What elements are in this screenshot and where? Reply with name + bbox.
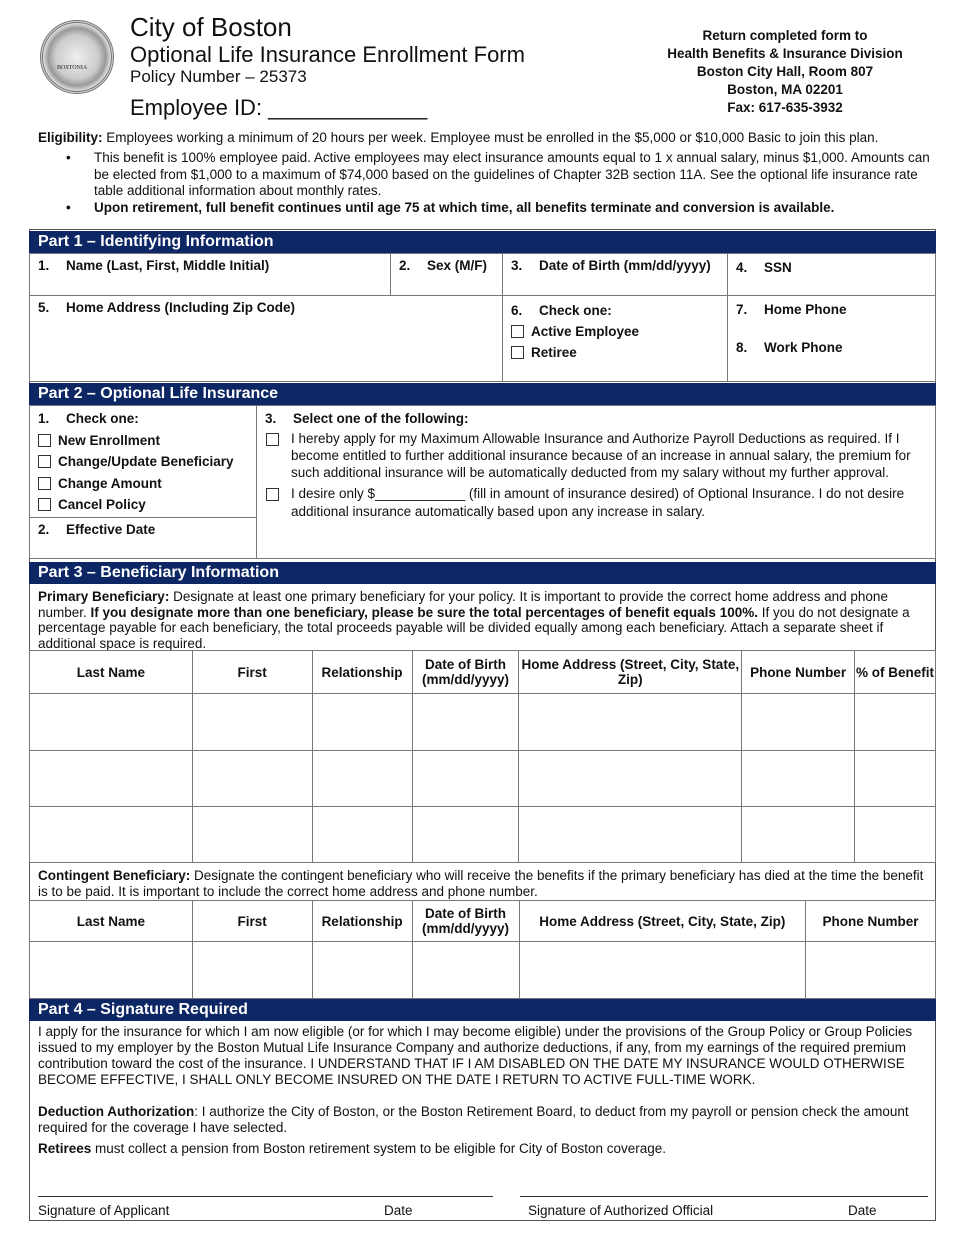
column-header: Phone Number <box>806 901 936 942</box>
change-amount-checkbox[interactable]: Change Amount <box>38 473 248 495</box>
column-header: Last Name <box>30 651 193 694</box>
employment-status-group: 6. Check one: Active Employee Retiree <box>502 295 728 382</box>
table-row[interactable] <box>30 694 936 751</box>
official-signature-line[interactable] <box>520 1196 928 1197</box>
retiree-checkbox[interactable]: Retiree <box>511 342 719 363</box>
return-address <box>640 27 930 117</box>
part4-header: Part 4 – Signature Required <box>29 999 936 1021</box>
column-header: First <box>192 901 312 942</box>
return-line: Fax: 617-635-3932 <box>727 100 843 115</box>
column-header: First <box>192 651 312 694</box>
bullet-text: Upon retirement, full benefit continues until age 75 at which time, all benefits terminate and conversion is available. <box>94 200 835 215</box>
part2-header: Part 2 – Optional Life Insurance <box>29 383 936 405</box>
eligibility-text: Employees working a minimum of 20 hours per week. Employee must be enrolled in the $5,000 or $10,000 Basic to join this plan. <box>102 130 879 145</box>
applicant-signature-label: Signature of Applicant <box>38 1203 170 1218</box>
table-row[interactable] <box>30 807 936 863</box>
ssn-field[interactable]: 4. SSN <box>727 253 936 296</box>
official-date-label: Date <box>848 1203 877 1218</box>
column-header: Date of Birth (mm/dd/yyyy) <box>412 901 519 942</box>
name-field[interactable]: 1. Name (Last, First, Middle Initial) <box>29 253 391 296</box>
active-employee-checkbox[interactable]: Active Employee <box>511 321 719 342</box>
column-header: Phone Number <box>742 651 855 694</box>
primary-beneficiary-instructions: Primary Beneficiary: Designate at least one primary beneficiary for your policy. It is important to provide the correct home address and phone number. If you designate more than one beneficiary, please be sure the total percentages of benefit equals 100%. If you do not designate a percentage payable for each beneficiary, the total proceeds payable will be divided equally among each beneficiary. Attach a separate sheet if additional space is required. <box>38 589 910 651</box>
official-signature-label: Signature of Authorized Official <box>528 1203 714 1218</box>
signature-terms: I apply for the insurance for which I am now eligible (or for which I may become eligible) under the provisions of the Group Policy or Group Policies issued to my employer by the Boston Mutual Life Insurance Company and authorize deductions, if any, from my earnings of the required premium contribution toward the cost of the insurance. I UNDERSTAND THAT IF I AM DISABLED ON THE DATE MY INSURANCE WOULD OTHERWISE BECOME EFFECTIVE, I SHALL ONLY BECOME INSURED ON THE DATE I RETURN TO ACTIVE FULL-TIME WORK. <box>38 1024 913 1087</box>
change-beneficiary-checkbox[interactable]: Change/Update Beneficiary <box>38 451 248 473</box>
coverage-selection: 3. Select one of the following: I hereby apply for my Maximum Allowable Insurance and Authorize Payroll Deductions as required. If I become entitled to further additional insurance because of an increase in annual salary, the premium for such additional insurance will be automatically deducted from my salary without my further approval. I desire only $____________ (fill in amount of insurance desired) of Optional Insurance. I do not desire additional insurance automatically based upon any increase in salary. <box>256 405 936 559</box>
field-label: Date of Birth (mm/dd/yyyy) <box>539 258 711 273</box>
city-seal-logo: BOSTONIA <box>40 20 114 94</box>
primary-beneficiary-table <box>29 650 936 863</box>
deduction-authorization: Deduction Authorization: I authorize the City of Boston, or the Boston Retirement Board, to deduct from my payroll or pension check the amount required for the coverage I have selected. <box>38 1104 909 1135</box>
column-header: % of Benefit <box>855 651 936 694</box>
column-header: Home Address (Street, City, State, Zip) <box>519 901 806 942</box>
field-label: Name (Last, First, Middle Initial) <box>66 258 270 273</box>
retirees-note: Retirees must collect a pension from Boston retirement system to be eligible for City of Boston coverage. <box>38 1141 667 1156</box>
form-title: Optional Life Insurance Enrollment Form <box>130 42 525 67</box>
eligibility-label: Eligibility: <box>38 130 103 145</box>
column-header: Home Address (Street, City, State, Zip) <box>519 651 742 694</box>
column-header: Date of Birth (mm/dd/yyyy) <box>412 651 519 694</box>
applicant-signature-line[interactable] <box>38 1196 493 1197</box>
phone-fields <box>727 295 936 382</box>
home-address-field[interactable]: 5. Home Address (Including Zip Code) <box>29 295 503 382</box>
column-header: Last Name <box>30 901 193 942</box>
bullet-text: This benefit is 100% employee paid. Active employees may elect insurance amounts equal to 1 x annual salary, minus $1,000. Amounts can be elected from $1,000 to a maximum of $74,000 based on the guidelines of Chapter 32B section 11A. See the optional life insurance rate table additional information about monthly rates. <box>94 150 930 198</box>
work-phone-field[interactable]: 8. Work Phone <box>736 340 843 355</box>
return-line: Boston, MA 02201 <box>727 82 843 97</box>
field-label: Check one: <box>539 303 612 318</box>
field-label: Home Address (Including Zip Code) <box>66 300 296 315</box>
return-line: Return completed form to <box>702 28 868 43</box>
specific-amount-option[interactable]: I desire only $____________ (fill in amount of insurance desired) of Optional Insurance. I do not desire additional insurance automatically based upon any increase in salary. <box>265 485 927 521</box>
effective-date-field[interactable]: 2. Effective Date <box>29 517 257 559</box>
eligibility <box>38 130 938 145</box>
cancel-policy-checkbox[interactable]: Cancel Policy <box>38 494 248 516</box>
return-line: Health Benefits & Insurance Division <box>667 46 903 61</box>
bullet-item <box>66 150 936 200</box>
bullet-icon: • <box>66 150 71 165</box>
contingent-beneficiary-table <box>29 900 936 999</box>
max-insurance-option[interactable]: I hereby apply for my Maximum Allowable Insurance and Authorize Payroll Deductions as required. If I become entitled to further additional insurance because of an increase in annual salary, the premium for such additional insurance will be automatically deducted from my salary without my further approval. <box>265 430 927 481</box>
part3-header: Part 3 – Beneficiary Information <box>29 562 936 584</box>
home-phone-field[interactable]: 7. Home Phone <box>736 302 847 317</box>
employee-id-field[interactable]: Employee ID: _____________ <box>130 95 428 120</box>
table-row[interactable] <box>30 942 936 999</box>
field-label: Sex (M/F) <box>427 258 488 273</box>
column-header: Relationship <box>312 901 412 942</box>
table-row[interactable] <box>30 751 936 807</box>
return-line: Boston City Hall, Room 807 <box>696 64 874 79</box>
column-header: Relationship <box>312 651 412 694</box>
bullet-icon: • <box>66 200 71 215</box>
contingent-beneficiary-instructions: Contingent Beneficiary: Designate the contingent beneficiary who will receive the benefits if the primary beneficiary has died at the time the benefit is to be paid. It is important to include the correct home address and phone number. <box>38 868 924 899</box>
dob-field[interactable]: 3. Date of Birth (mm/dd/yyyy) <box>502 253 728 296</box>
policy-number: Policy Number – 25373 <box>130 67 307 86</box>
applicant-date-label: Date <box>384 1203 413 1218</box>
part1-header: Part 1 – Identifying Information <box>29 231 936 253</box>
new-enrollment-checkbox[interactable]: New Enrollment <box>38 430 248 452</box>
action-group: 1. Check one: New Enrollment Change/Update Beneficiary Change Amount Cancel Policy <box>29 405 257 518</box>
sex-field[interactable]: 2. Sex (M/F) <box>390 253 503 296</box>
org-name: City of Boston <box>130 12 292 42</box>
field-label: SSN <box>764 260 792 275</box>
bullet-item <box>66 200 936 217</box>
